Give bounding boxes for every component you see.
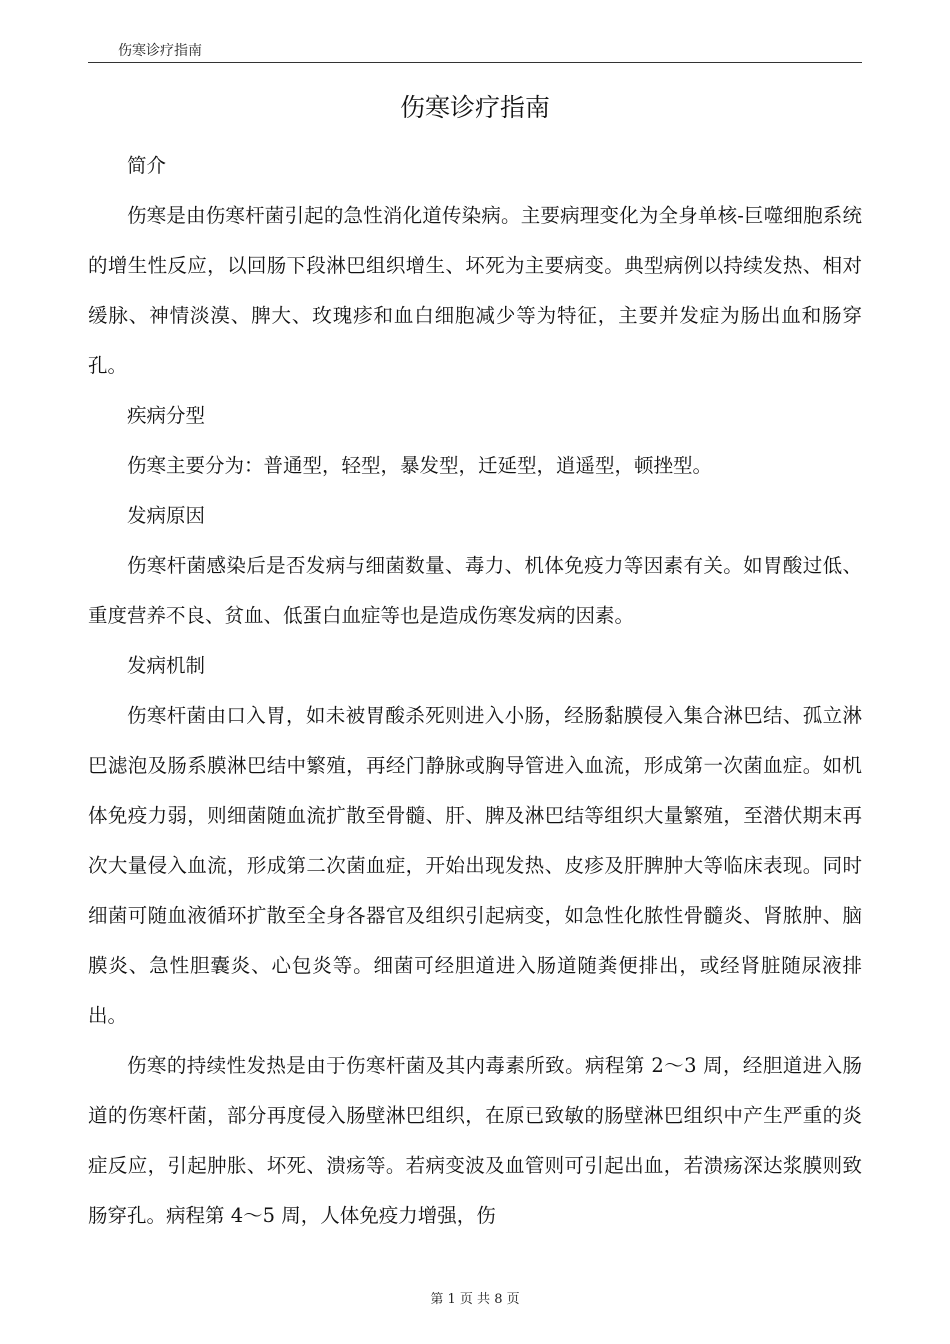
page-number: 第 1 页 共 8 页 [430,1292,520,1307]
section-heading-mechanism: 发病机制 [127,654,206,677]
section-heading-intro: 简介 [127,154,167,177]
paragraph-cause: 伤寒杆菌感染后是否发病与细菌数量、毒力、机体免疫力等因素有关。如胃酸过低、重度营养不良、贫血、低蛋白血症等也是造成伤寒发病的因素。 [88,554,862,627]
section-heading-cause: 发病原因 [127,504,206,527]
paragraph-intro: 伤寒是由伤寒杆菌引起的急性消化道传染病。主要病理变化为全身单核-巨噬细胞系统的增生性反应，以回肠下段淋巴组织增生、坏死为主要病变。典型病例以持续发热、相对缓脉、神情淡漠、脾大、玫瑰疹和血白细胞减少等为特征，主要并发症为肠出血和肠穿孔。 [88,204,862,377]
paragraph-mechanism-1: 伤寒杆菌由口入胃，如未被胃酸杀死则进入小肠，经肠黏膜侵入集合淋巴结、孤立淋巴滤泡及肠系膜淋巴结中繁殖，再经门静脉或胸导管进入血流，形成第一次菌血症。如机体免疫力弱，则细菌随血流扩散至骨髓、肝、脾及淋巴结等组织大量繁殖，至潜伏期末再次大量侵入血流，形成第二次菌血症，开始出现发热、皮疹及肝脾肿大等临床表现。同时细菌可随血液循环扩散至全身各器官及组织引起病变，如急性化脓性骨髓炎、肾脓肿、脑膜炎、急性胆囊炎、心包炎等。细菌可经胆道进入肠道随粪便排出，或经肾脏随尿液排出。 [88,704,862,1027]
paragraph-mechanism-2: 伤寒的持续性发热是由于伤寒杆菌及其内毒素所致。病程第 2～3 周，经胆道进入肠道的伤寒杆菌，部分再度侵入肠壁淋巴组织，在原已致敏的肠壁淋巴组织中产生严重的炎症反应，引起肿胀、坏死、溃疡等。若病变波及血管则可引起出血，若溃疡深达浆膜则致肠穿孔。病程第 4～5 周，人体免疫力增强，伤 [88,1054,862,1227]
section-heading-types: 疾病分型 [127,404,206,427]
document-body [88,141,862,1241]
running-header: 伤寒诊疗指南 [118,43,202,59]
document-title: 伤寒诊疗指南 [399,93,550,122]
paragraph-types: 伤寒主要分为：普通型，轻型，暴发型，迁延型，逍遥型，顿挫型。 [127,454,713,477]
header-rule [88,62,862,63]
